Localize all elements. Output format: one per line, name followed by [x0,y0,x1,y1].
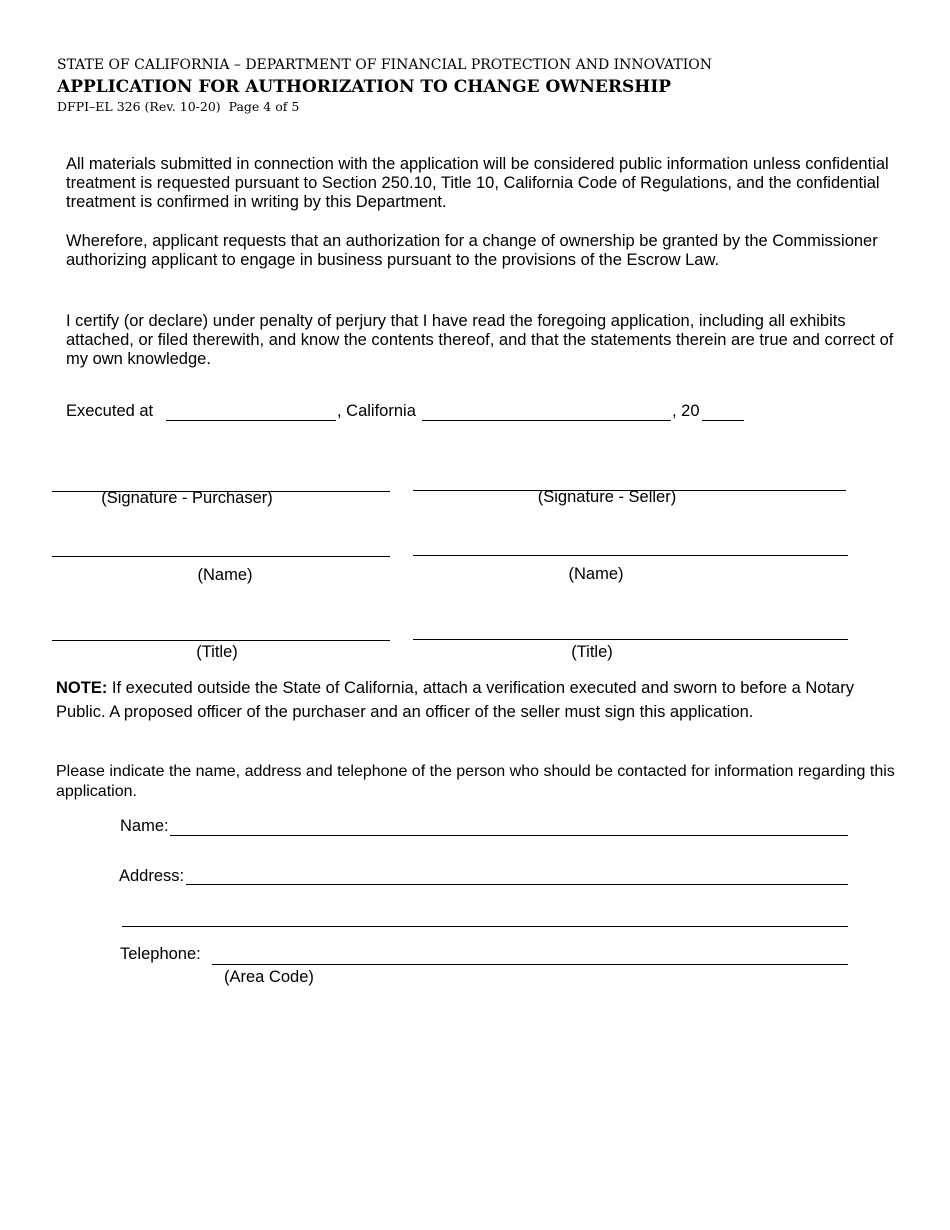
seller-name-line[interactable] [413,555,848,556]
wherefore-paragraph: Wherefore, applicant requests that an authorization for a change of ownership be granted by the Commissioner authorizing applicant to engage in business pursuant to the provisions of the Escrow Law. [66,232,878,269]
contact-name-label: Name: [120,817,169,835]
public-information-paragraph: All materials submitted in connection with the application will be considered public information unless confidential treatment is requested pursuant to Section 250.10, Title 10, California Code of Regulations, and the confidential treatment is confirmed in writing by this Department. [66,155,889,211]
seller-name-label: (Name) [568,565,624,583]
seller-title-label: (Title) [571,643,613,661]
purchaser-name-line[interactable] [52,556,390,557]
contact-telephone-field[interactable] [212,964,848,965]
seller-signature-label: (Signature - Seller) [537,488,677,506]
executed-year-field[interactable] [702,420,744,421]
executed-at-label: Executed at [66,402,154,420]
executed-city-field[interactable] [166,420,336,421]
contact-telephone-label: Telephone: [120,945,201,963]
form-id-line [57,99,299,114]
contact-address-label: Address: [119,867,185,885]
year-prefix-label: , 20 [672,402,700,420]
note-text: If executed outside the State of California, attach a verification executed and sworn to before a Notary Public. A proposed officer of the purchaser and an officer of the seller must sign this application. [56,679,854,721]
agency-header: STATE OF CALIFORNIA – DEPARTMENT OF FINANCIAL PROTECTION AND INNOVATION [57,57,712,73]
executed-date-field[interactable] [422,420,671,421]
page-number: Page 4 of 5 [228,99,300,114]
purchaser-signature-label: (Signature - Purchaser) [101,489,273,507]
form-id: DFPI–EL 326 (Rev. 10-20) [57,99,221,114]
seller-title-line[interactable] [413,639,848,640]
contact-address-field-line-2[interactable] [122,926,848,927]
contact-instructions: Please indicate the name, address and telephone of the person who should be contacted for information regarding this application. [56,763,895,800]
form-title: APPLICATION FOR AUTHORIZATION TO CHANGE OWNERSHIP [57,77,672,97]
purchaser-title-line[interactable] [52,640,390,641]
purchaser-name-label: (Name) [197,566,253,584]
purchaser-title-label: (Title) [196,643,238,661]
certification-paragraph: I certify (or declare) under penalty of perjury that I have read the foregoing application, including all exhibits attached, or filed therewith, and know the contents thereof, and that the statements therein are true and correct of my own knowledge. [66,312,894,368]
contact-address-field[interactable] [186,884,848,885]
note-paragraph [56,677,906,724]
california-label: , California [337,402,416,420]
note-label: NOTE: [56,679,108,697]
area-code-label: (Area Code) [224,968,314,986]
contact-name-field[interactable] [170,835,848,836]
